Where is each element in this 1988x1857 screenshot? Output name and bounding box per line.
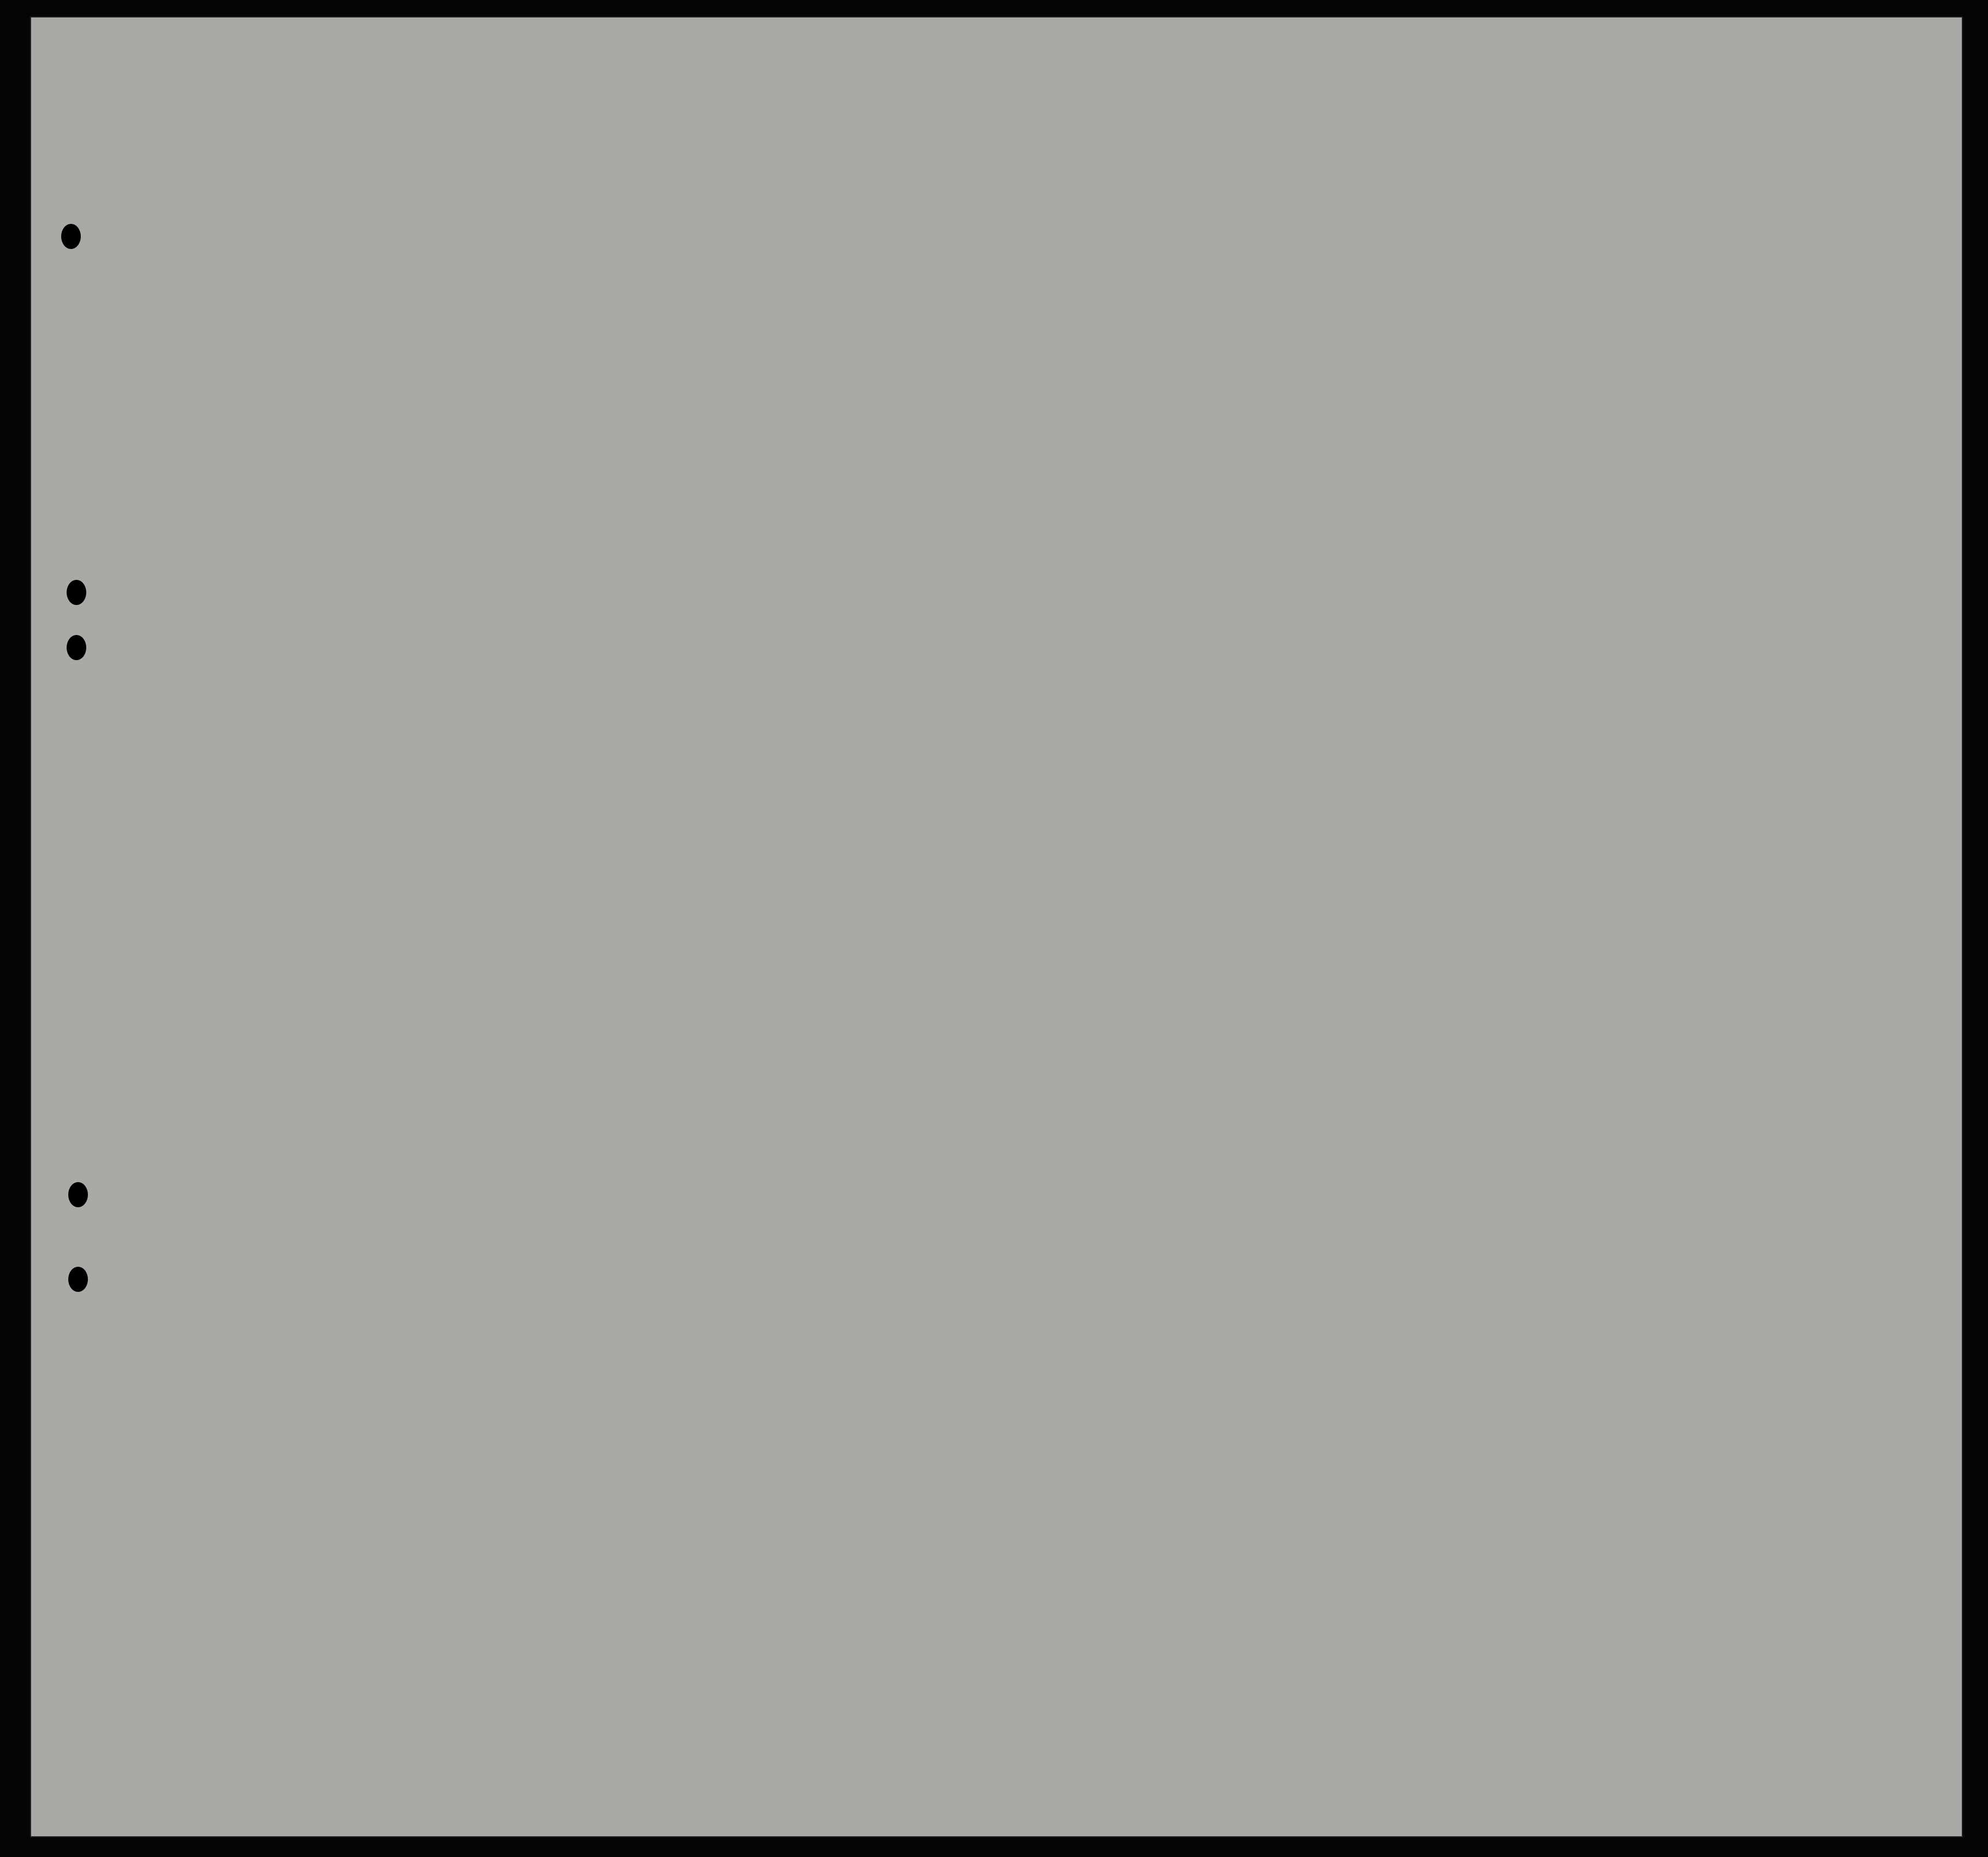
binder-hole (67, 580, 86, 605)
binder-hole (68, 1267, 88, 1292)
binder-hole (67, 635, 86, 660)
table-grid (31, 17, 1963, 1837)
manifest-sheet (30, 16, 1963, 1837)
binder-hole (61, 224, 81, 249)
binder-hole (68, 1182, 88, 1207)
